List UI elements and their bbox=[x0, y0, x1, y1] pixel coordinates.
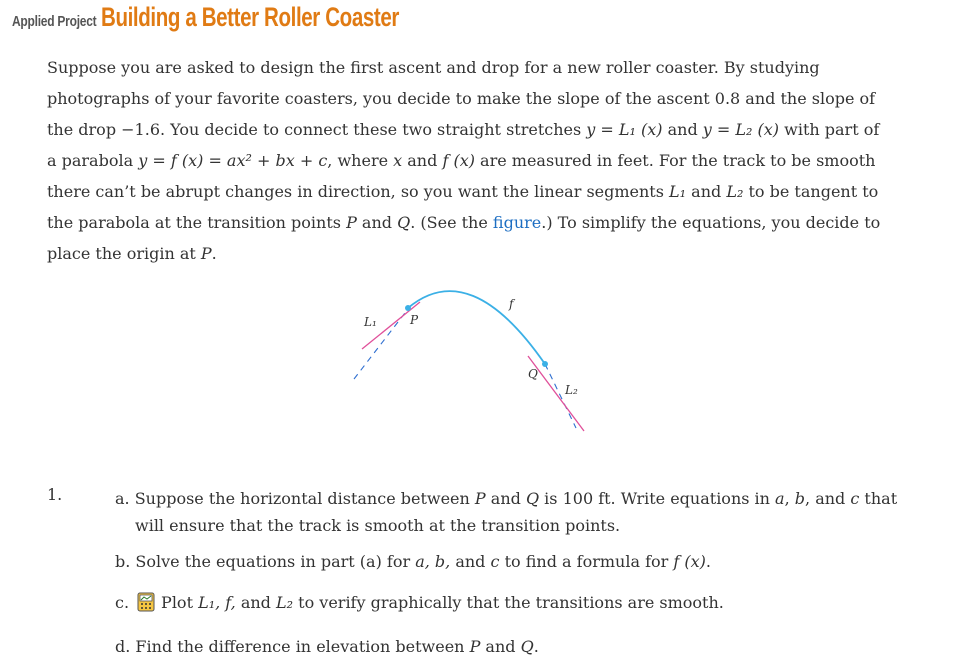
math-expression: P bbox=[346, 213, 357, 232]
part-text: is 100 ft. Write equations in bbox=[539, 489, 776, 508]
math-expression: L₂ bbox=[276, 593, 294, 612]
part-a bbox=[115, 485, 955, 539]
intro-text: photographs of your favorite coasters, you decide to make the slope of the ascent 0.8 and the slope of bbox=[47, 89, 876, 108]
part-text: and bbox=[235, 593, 276, 612]
intro-text: .) To simplify the equations, you decide to bbox=[541, 213, 881, 232]
label-Q: Q bbox=[528, 367, 538, 381]
math-expression: x bbox=[393, 151, 403, 170]
project-header bbox=[12, 2, 493, 33]
part-text: c. bbox=[115, 593, 130, 612]
math-expression: Q bbox=[397, 213, 411, 232]
part-c bbox=[115, 592, 724, 612]
intro-text: Suppose you are asked to design the first ascent and drop for a new roller coaster. By studying bbox=[47, 58, 820, 77]
intro-text: place the origin at bbox=[47, 244, 201, 263]
math-expression: f (x) bbox=[673, 552, 706, 571]
math-expression: c bbox=[850, 489, 860, 508]
part-text: and bbox=[480, 637, 521, 656]
math-expression: y = f (x) = ax² + bx + c bbox=[138, 151, 328, 170]
math-expression: L₁ bbox=[669, 182, 687, 201]
label-f: f bbox=[509, 297, 514, 311]
intro-text: with part of bbox=[779, 120, 880, 139]
problem-number: 1. bbox=[47, 485, 63, 504]
part-d bbox=[115, 637, 539, 656]
line-L1-dashed-extension bbox=[354, 309, 408, 379]
part-text: to verify graphically that the transitions are smooth. bbox=[293, 593, 724, 612]
part-text: and bbox=[485, 489, 526, 508]
part-text: and bbox=[450, 552, 491, 571]
math-expression: Q bbox=[520, 637, 534, 656]
math-expression: b bbox=[794, 489, 806, 508]
part-text: , bbox=[784, 489, 795, 508]
part-text: d. Find the difference in elevation between bbox=[115, 637, 470, 656]
roller-coaster-figure bbox=[340, 286, 610, 436]
intro-text: and bbox=[402, 151, 443, 170]
intro-text: and bbox=[662, 120, 703, 139]
part-text: b. Solve the equations in part (a) for bbox=[115, 552, 416, 571]
math-expression: P bbox=[474, 489, 486, 508]
part-text: . bbox=[533, 637, 539, 656]
intro-line-4 bbox=[47, 145, 947, 176]
math-expression: y = L₁ (x) bbox=[586, 120, 663, 139]
part-text: will ensure that the track is smooth at the transition points. bbox=[135, 516, 621, 535]
intro-text: are measured in feet. For the track to be smooth bbox=[474, 151, 876, 170]
math-expression: y = L₂ (x) bbox=[702, 120, 780, 139]
parabola-f bbox=[408, 291, 545, 364]
math-expression: P bbox=[469, 637, 481, 656]
intro-text: a parabola bbox=[47, 151, 139, 170]
intro-text: , where bbox=[327, 151, 394, 170]
intro-line-3 bbox=[47, 114, 947, 145]
intro-line-7 bbox=[47, 238, 947, 269]
math-expression: a, b, bbox=[415, 552, 451, 571]
project-title: Building a Better Roller Coaster bbox=[100, 2, 399, 32]
part-b bbox=[115, 552, 711, 571]
part-text: that bbox=[859, 489, 898, 508]
label-P: P bbox=[410, 313, 419, 327]
intro-text: and bbox=[356, 213, 398, 232]
label-L1: L₁ bbox=[364, 315, 377, 329]
intro-text: there can’t be abrupt changes in direction, so you want the linear segments bbox=[47, 182, 670, 201]
math-expression: a bbox=[775, 489, 785, 508]
math-expression: Q bbox=[525, 489, 540, 508]
intro-text: . (See the bbox=[410, 213, 493, 232]
math-expression: c bbox=[490, 552, 500, 571]
project-label: Applied Project bbox=[12, 13, 97, 30]
intro-line-6 bbox=[47, 207, 947, 238]
intro-line-5 bbox=[47, 176, 947, 207]
intro-text: . bbox=[211, 244, 217, 263]
part-text: Plot bbox=[161, 593, 199, 612]
intro-text: to be tangent to bbox=[743, 182, 879, 201]
point-Q bbox=[542, 361, 548, 367]
intro-paragraph bbox=[47, 52, 947, 269]
figure-link[interactable]: figure bbox=[492, 213, 542, 232]
math-expression: L₂ bbox=[726, 182, 744, 201]
intro-text: and bbox=[686, 182, 727, 201]
part-text: a. Suppose the horizontal distance between bbox=[115, 489, 475, 508]
math-expression: P bbox=[200, 244, 212, 263]
intro-text: the drop −1.6. You decide to connect these two straight stretches bbox=[47, 120, 587, 139]
graphing-calculator-icon bbox=[137, 592, 155, 612]
math-expression: L₁, f, bbox=[198, 593, 236, 612]
intro-line-2 bbox=[47, 83, 947, 114]
label-L2: L₂ bbox=[565, 383, 578, 397]
part-text: , and bbox=[805, 489, 851, 508]
part-text: to find a formula for bbox=[499, 552, 674, 571]
intro-text: the parabola at the transition points bbox=[47, 213, 347, 232]
point-P bbox=[405, 305, 411, 311]
intro-line-1 bbox=[47, 52, 947, 83]
math-expression: f (x) bbox=[442, 151, 475, 170]
part-text: . bbox=[705, 552, 711, 571]
